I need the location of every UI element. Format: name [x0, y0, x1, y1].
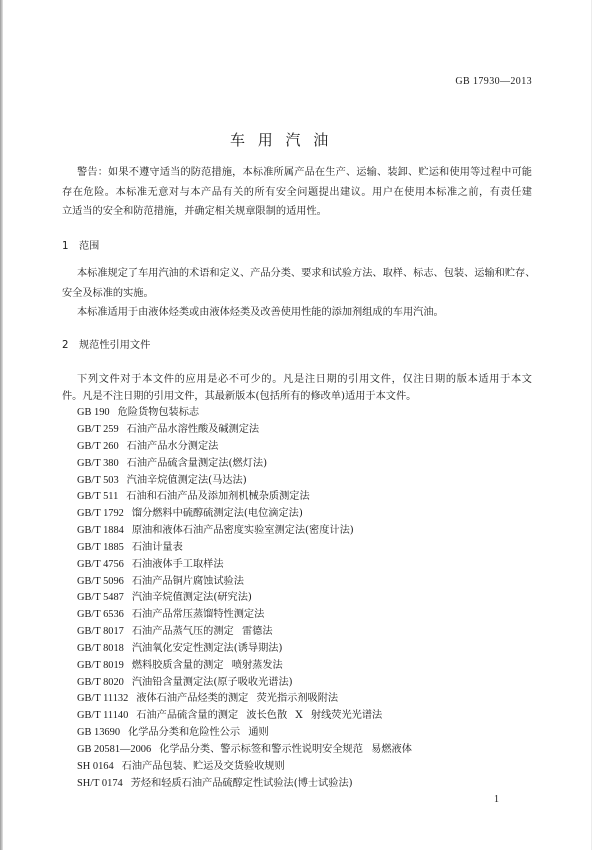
reference-item [77, 760, 285, 774]
scan-edge-left [0, 0, 3, 850]
reference-code: GB/T 8018 [77, 643, 124, 654]
reference-code: GB/T 260 [77, 441, 119, 452]
reference-item [77, 558, 224, 572]
document-title: 车 用 汽 油 [230, 131, 333, 149]
reference-item [77, 457, 267, 471]
paragraph-line: 本标准适用于由液体烃类或由液体烃类及改善使用性能的添加剂组成的车用汽油。 [77, 307, 444, 318]
reference-title: 汽油辛烷值测定法(马达法) [126, 475, 247, 486]
reference-title: 石油液体手工取样法 [131, 559, 224, 570]
reference-code: GB/T 11132 [77, 693, 129, 704]
reference-code: GB/T 259 [77, 424, 119, 435]
reference-code: GB/T 5487 [77, 592, 124, 603]
standard-code: GB 17930—2013 [455, 76, 532, 87]
paragraph-line: 安全及标准的实施。 [62, 288, 154, 299]
reference-code: GB 190 [77, 407, 110, 418]
paragraph-line: 本标准规定了车用汽油的术语和定义、产品分类、要求和试验方法、取样、标志、包装、运输和贮存、 [77, 268, 536, 279]
section-heading: 范围 [79, 241, 100, 252]
reference-title: 化学品分类、警示标签和警示性说明安全规范 易燃液体 [159, 744, 412, 755]
reference-code: GB/T 8019 [77, 660, 124, 671]
reference-title: 石油产品水溶性酸及碱测定法 [126, 424, 260, 435]
reference-item [77, 591, 252, 605]
reference-code: GB/T 503 [77, 475, 119, 486]
reference-item [77, 423, 259, 437]
reference-code: GB/T 8020 [77, 677, 124, 688]
reference-title: 石油计量表 [131, 542, 183, 553]
scan-edge-right [591, 0, 592, 850]
reference-title: 汽油氧化安定性测定法(诱导期法) [131, 643, 283, 654]
reference-item [77, 692, 338, 706]
paragraph-line: 下列文件对于本文件的应用是必不可少的。凡是注日期的引用文件，仅注日期的版本适用于本文 [77, 374, 532, 385]
reference-item [77, 575, 244, 589]
reference-title: 汽油辛烷值测定法(研究法) [131, 592, 252, 603]
reference-title: 石油产品蒸气压的测定 雷德法 [131, 626, 273, 637]
section-number: 2 [62, 340, 69, 351]
reference-title: 石油产品硫含量测定法(燃灯法) [126, 458, 268, 469]
reference-code: GB/T 4756 [77, 559, 124, 570]
reference-title: 化学品分类和危险性公示 通则 [128, 727, 269, 738]
reference-title: 石油产品铜片腐蚀试验法 [131, 576, 244, 587]
reference-title: 石油产品包装、贮运及交货验收规则 [121, 761, 285, 772]
reference-item [77, 440, 218, 454]
reference-title: 芳烃和轻质石油产品硫醇定性试验法(博士试验法) [130, 778, 353, 789]
reference-code: GB/T 1884 [77, 525, 124, 536]
reference-item [77, 709, 382, 723]
reference-code: GB/T 511 [77, 491, 119, 502]
reference-item [77, 608, 264, 622]
reference-item [77, 625, 273, 639]
reference-title: 危险货物包装标志 [117, 407, 200, 418]
reference-code: GB 13690 [77, 727, 121, 738]
reference-code: GB/T 1885 [77, 542, 124, 553]
reference-item [77, 541, 183, 555]
reference-item [77, 524, 354, 538]
reference-title: 汽油铅含量测定法(原子吸收光谱法) [131, 677, 293, 688]
reference-item [77, 474, 247, 488]
reference-item [77, 726, 269, 740]
reference-code: SH/T 0174 [77, 778, 123, 789]
reference-item [77, 676, 293, 690]
reference-title: 石油产品硫含量的测定 波长色散 X 射线荧光光谱法 [136, 710, 383, 721]
section-number: 1 [62, 241, 69, 252]
reference-item [77, 642, 282, 656]
reference-item [77, 659, 283, 673]
reference-code: GB/T 1792 [77, 508, 124, 519]
reference-title: 石油和石油产品及添加剂机械杂质测定法 [126, 491, 310, 502]
reference-code: GB/T 11140 [77, 710, 129, 721]
warning-line: 存在危险。本标准无意对与本产品有关的所有安全问题提出建议。用户在使用本标准之前，有责任建 [62, 187, 532, 198]
reference-code: SH 0164 [77, 761, 114, 772]
reference-code: GB 20581—2006 [77, 744, 152, 755]
reference-title: 燃料胶质含量的测定 喷射蒸发法 [131, 660, 283, 671]
reference-code: GB/T 6536 [77, 609, 124, 620]
reference-title: 馏分燃料中硫醇硫测定法(电位滴定法) [131, 508, 303, 519]
reference-title: 原油和液体石油产品密度实验室测定法(密度计法) [131, 525, 354, 536]
reference-item [77, 490, 310, 504]
reference-code: GB/T 380 [77, 458, 119, 469]
reference-title: 石油产品常压蒸馏特性测定法 [131, 609, 265, 620]
reference-code: GB/T 5096 [77, 576, 124, 587]
reference-item [77, 777, 353, 791]
reference-item [77, 507, 303, 521]
reference-item [77, 743, 412, 757]
warning-line: 警告：如果不遵守适当的防范措施，本标准所属产品在生产、运输、装卸、贮运和使用等过程中可能 [77, 167, 532, 178]
page-number: 1 [494, 794, 499, 805]
warning-line: 立适当的安全和防范措施，并确定相关规章限制的适用性。 [62, 206, 327, 217]
reference-title: 石油产品水分测定法 [126, 441, 219, 452]
reference-item [77, 406, 199, 420]
reference-title: 液体石油产品烃类的测定 荧光指示剂吸附法 [136, 693, 339, 704]
paragraph-line: 件。凡是不注日期的引用文件，其最新版本(包括所有的修改单)适用于本文件。 [62, 391, 417, 402]
reference-code: GB/T 8017 [77, 626, 124, 637]
section-heading: 规范性引用文件 [79, 340, 151, 351]
